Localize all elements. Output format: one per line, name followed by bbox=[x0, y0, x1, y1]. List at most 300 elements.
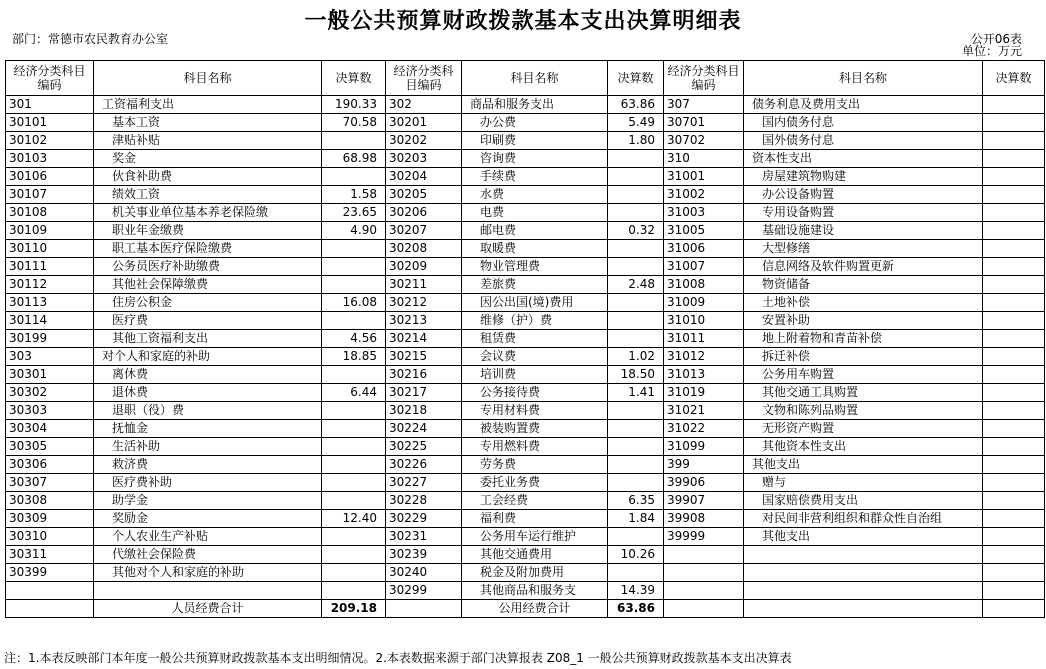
header-name: 科目名称 bbox=[462, 61, 608, 96]
name-cell: 职业年金缴费 bbox=[94, 222, 322, 240]
table-row bbox=[6, 474, 1045, 492]
amount-cell: 70.58 bbox=[322, 114, 386, 132]
code-cell: 30204 bbox=[386, 168, 462, 186]
amount-cell bbox=[983, 186, 1045, 204]
name-cell: 公务接待费 bbox=[462, 384, 608, 402]
header-amount: 决算数 bbox=[608, 61, 664, 96]
amount-cell bbox=[322, 402, 386, 420]
code-cell: 39908 bbox=[664, 510, 744, 528]
name-cell: 房屋建筑物购建 bbox=[744, 168, 983, 186]
amount-cell bbox=[983, 474, 1045, 492]
name-cell: 商品和服务支出 bbox=[462, 96, 608, 114]
name-cell: 咨询费 bbox=[462, 150, 608, 168]
totals-row bbox=[6, 600, 1045, 618]
name-cell bbox=[744, 546, 983, 564]
header-code: 经济分类科目编码 bbox=[386, 61, 462, 96]
code-cell: 30213 bbox=[386, 312, 462, 330]
table-row bbox=[6, 456, 1045, 474]
name-cell: 安置补助 bbox=[744, 312, 983, 330]
code-cell bbox=[664, 582, 744, 600]
name-cell: 其他交通费用 bbox=[462, 546, 608, 564]
page-title: 一般公共预算财政拨款基本支出决算明细表 bbox=[304, 8, 742, 34]
name-cell: 大型修缮 bbox=[744, 240, 983, 258]
amount-cell: 18.50 bbox=[608, 366, 664, 384]
name-cell: 其他支出 bbox=[744, 528, 983, 546]
table-row bbox=[6, 546, 1045, 564]
table-row bbox=[6, 312, 1045, 330]
name-cell: 土地补偿 bbox=[744, 294, 983, 312]
code-cell: 301 bbox=[6, 96, 94, 114]
name-cell: 其他社会保障缴费 bbox=[94, 276, 322, 294]
name-cell: 医疗费补助 bbox=[94, 474, 322, 492]
name-cell: 其他支出 bbox=[744, 456, 983, 474]
code-cell: 302 bbox=[386, 96, 462, 114]
amount-cell bbox=[608, 186, 664, 204]
amount-cell bbox=[608, 438, 664, 456]
amount-cell bbox=[983, 132, 1045, 150]
table-row bbox=[6, 186, 1045, 204]
code-cell: 307 bbox=[664, 96, 744, 114]
name-cell: 信息网络及软件购置更新 bbox=[744, 258, 983, 276]
amount-cell bbox=[608, 312, 664, 330]
name-cell: 会议费 bbox=[462, 348, 608, 366]
code-cell: 39907 bbox=[664, 492, 744, 510]
code-cell: 30101 bbox=[6, 114, 94, 132]
name-cell: 国家赔偿费用支出 bbox=[744, 492, 983, 510]
code-cell: 30109 bbox=[6, 222, 94, 240]
code-cell: 30307 bbox=[6, 474, 94, 492]
name-cell: 工资福利支出 bbox=[94, 96, 322, 114]
table-row bbox=[6, 240, 1045, 258]
public-total-label: 公用经费合计 bbox=[462, 600, 608, 618]
amount-cell bbox=[608, 330, 664, 348]
amount-cell bbox=[608, 402, 664, 420]
amount-cell bbox=[322, 546, 386, 564]
name-cell: 助学金 bbox=[94, 492, 322, 510]
amount-cell bbox=[983, 222, 1045, 240]
amount-cell bbox=[322, 366, 386, 384]
amount-cell bbox=[322, 438, 386, 456]
name-cell: 无形资产购置 bbox=[744, 420, 983, 438]
amount-cell bbox=[322, 582, 386, 600]
name-cell: 其他资本性支出 bbox=[744, 438, 983, 456]
code-cell: 30399 bbox=[6, 564, 94, 582]
code-cell: 31006 bbox=[664, 240, 744, 258]
name-cell: 生活补助 bbox=[94, 438, 322, 456]
name-cell: 被装购置费 bbox=[462, 420, 608, 438]
name-cell: 培训费 bbox=[462, 366, 608, 384]
amount-cell bbox=[322, 240, 386, 258]
name-cell: 奖励金 bbox=[94, 510, 322, 528]
amount-cell bbox=[983, 420, 1045, 438]
name-cell: 其他交通工具购置 bbox=[744, 384, 983, 402]
name-cell: 专用材料费 bbox=[462, 402, 608, 420]
code-cell: 30224 bbox=[386, 420, 462, 438]
amount-cell: 4.56 bbox=[322, 330, 386, 348]
name-cell: 地上附着物和青苗补偿 bbox=[744, 330, 983, 348]
name-cell: 退职（役）费 bbox=[94, 402, 322, 420]
code-cell: 31012 bbox=[664, 348, 744, 366]
department-label: 部门：常德市农民教育办公室 bbox=[12, 32, 169, 46]
amount-cell bbox=[608, 294, 664, 312]
name-cell: 奖金 bbox=[94, 150, 322, 168]
header-code: 经济分类科目编码 bbox=[6, 61, 94, 96]
name-cell: 伙食补助费 bbox=[94, 168, 322, 186]
table-header-row bbox=[6, 61, 1045, 96]
table-row bbox=[6, 150, 1045, 168]
header-name: 科目名称 bbox=[744, 61, 983, 96]
name-cell bbox=[744, 582, 983, 600]
table-row bbox=[6, 402, 1045, 420]
code-cell: 30209 bbox=[386, 258, 462, 276]
code-cell: 30214 bbox=[386, 330, 462, 348]
amount-cell: 190.33 bbox=[322, 96, 386, 114]
public-total-value: 63.86 bbox=[608, 600, 664, 618]
name-cell: 离休费 bbox=[94, 366, 322, 384]
name-cell: 救济费 bbox=[94, 456, 322, 474]
table-row bbox=[6, 420, 1045, 438]
code-cell: 31022 bbox=[664, 420, 744, 438]
amount-cell bbox=[322, 258, 386, 276]
amount-cell bbox=[608, 474, 664, 492]
amount-cell: 23.65 bbox=[322, 204, 386, 222]
name-cell: 代缴社会保险费 bbox=[94, 546, 322, 564]
code-cell: 30302 bbox=[6, 384, 94, 402]
expenditure-table bbox=[5, 60, 1044, 618]
amount-cell bbox=[983, 240, 1045, 258]
code-cell: 31007 bbox=[664, 258, 744, 276]
amount-cell bbox=[322, 132, 386, 150]
name-cell: 对民间非营利组织和群众性自治组 bbox=[744, 510, 983, 528]
amount-cell bbox=[983, 546, 1045, 564]
amount-cell bbox=[983, 204, 1045, 222]
table-row bbox=[6, 222, 1045, 240]
table-row bbox=[6, 438, 1045, 456]
name-cell: 退休费 bbox=[94, 384, 322, 402]
amount-cell: 10.26 bbox=[608, 546, 664, 564]
name-cell: 因公出国(境)费用 bbox=[462, 294, 608, 312]
name-cell: 取暖费 bbox=[462, 240, 608, 258]
table-row bbox=[6, 582, 1045, 600]
code-cell: 30226 bbox=[386, 456, 462, 474]
name-cell: 债务利息及费用支出 bbox=[744, 96, 983, 114]
code-cell: 30102 bbox=[6, 132, 94, 150]
code-cell: 30107 bbox=[6, 186, 94, 204]
name-cell: 公务用车购置 bbox=[744, 366, 983, 384]
name-cell: 国外债务付息 bbox=[744, 132, 983, 150]
table-row bbox=[6, 528, 1045, 546]
amount-cell bbox=[322, 492, 386, 510]
name-cell: 职工基本医疗保险缴费 bbox=[94, 240, 322, 258]
header-amount: 决算数 bbox=[322, 61, 386, 96]
code-cell: 30308 bbox=[6, 492, 94, 510]
table-row bbox=[6, 564, 1045, 582]
code-cell: 30212 bbox=[386, 294, 462, 312]
amount-cell: 6.35 bbox=[608, 492, 664, 510]
amount-cell bbox=[322, 456, 386, 474]
name-cell: 绩效工资 bbox=[94, 186, 322, 204]
amount-cell: 1.80 bbox=[608, 132, 664, 150]
code-cell: 30208 bbox=[386, 240, 462, 258]
table-row bbox=[6, 168, 1045, 186]
amount-cell bbox=[983, 168, 1045, 186]
name-cell: 物业管理费 bbox=[462, 258, 608, 276]
code-cell: 303 bbox=[6, 348, 94, 366]
amount-cell bbox=[322, 420, 386, 438]
amount-cell bbox=[608, 528, 664, 546]
code-cell: 31021 bbox=[664, 402, 744, 420]
code-cell: 30304 bbox=[6, 420, 94, 438]
header-amount: 决算数 bbox=[983, 61, 1045, 96]
amount-cell bbox=[983, 528, 1045, 546]
amount-cell: 68.98 bbox=[322, 150, 386, 168]
amount-cell: 4.90 bbox=[322, 222, 386, 240]
code-cell: 30217 bbox=[386, 384, 462, 402]
amount-cell bbox=[983, 114, 1045, 132]
code-cell: 30231 bbox=[386, 528, 462, 546]
name-cell: 邮电费 bbox=[462, 222, 608, 240]
code-cell: 30111 bbox=[6, 258, 94, 276]
name-cell: 租赁费 bbox=[462, 330, 608, 348]
code-cell: 31013 bbox=[664, 366, 744, 384]
code-cell: 30201 bbox=[386, 114, 462, 132]
amount-cell bbox=[608, 150, 664, 168]
name-cell: 物资储备 bbox=[744, 276, 983, 294]
table-row bbox=[6, 204, 1045, 222]
name-cell: 办公设备购置 bbox=[744, 186, 983, 204]
name-cell bbox=[94, 582, 322, 600]
amount-cell bbox=[608, 564, 664, 582]
code-cell: 31001 bbox=[664, 168, 744, 186]
amount-cell bbox=[983, 330, 1045, 348]
name-cell: 津贴补贴 bbox=[94, 132, 322, 150]
name-cell: 基本工资 bbox=[94, 114, 322, 132]
amount-cell: 1.58 bbox=[322, 186, 386, 204]
code-cell: 30303 bbox=[6, 402, 94, 420]
amount-cell: 16.08 bbox=[322, 294, 386, 312]
code-cell: 30113 bbox=[6, 294, 94, 312]
name-cell: 工会经费 bbox=[462, 492, 608, 510]
name-cell: 公务用车运行维护 bbox=[462, 528, 608, 546]
amount-cell: 18.85 bbox=[322, 348, 386, 366]
table-row bbox=[6, 384, 1045, 402]
name-cell: 文物和陈列品购置 bbox=[744, 402, 983, 420]
table-row bbox=[6, 258, 1045, 276]
code-cell: 30110 bbox=[6, 240, 94, 258]
name-cell: 资本性支出 bbox=[744, 150, 983, 168]
code-cell: 30310 bbox=[6, 528, 94, 546]
amount-cell: 1.41 bbox=[608, 384, 664, 402]
amount-cell bbox=[322, 168, 386, 186]
unit-label: 单位：万元 bbox=[961, 44, 1022, 58]
code-cell: 30305 bbox=[6, 438, 94, 456]
code-cell: 30202 bbox=[386, 132, 462, 150]
amount-cell bbox=[608, 420, 664, 438]
table-row bbox=[6, 510, 1045, 528]
amount-cell: 63.86 bbox=[608, 96, 664, 114]
personnel-total-value: 209.18 bbox=[322, 600, 386, 618]
code-cell: 31008 bbox=[664, 276, 744, 294]
code-cell: 39906 bbox=[664, 474, 744, 492]
code-cell: 39999 bbox=[664, 528, 744, 546]
amount-cell bbox=[983, 294, 1045, 312]
code-cell: 31002 bbox=[664, 186, 744, 204]
name-cell: 其他商品和服务支 bbox=[462, 582, 608, 600]
name-cell: 机关事业单位基本养老保险缴 bbox=[94, 204, 322, 222]
name-cell: 个人农业生产补贴 bbox=[94, 528, 322, 546]
code-cell: 30106 bbox=[6, 168, 94, 186]
name-cell bbox=[744, 564, 983, 582]
footnote: 注：1.本表反映部门本年度一般公共预算财政拨款基本支出明细情况。2.本表数据来源于部门决算报表 Z08_1 一般公共预算财政拨款基本支出决算表 bbox=[4, 651, 792, 665]
amount-cell: 0.32 bbox=[608, 222, 664, 240]
amount-cell bbox=[983, 510, 1045, 528]
code-cell bbox=[6, 582, 94, 600]
name-cell: 水费 bbox=[462, 186, 608, 204]
code-cell: 31003 bbox=[664, 204, 744, 222]
name-cell: 劳务费 bbox=[462, 456, 608, 474]
code-cell: 30205 bbox=[386, 186, 462, 204]
table-row bbox=[6, 114, 1045, 132]
name-cell: 公务员医疗补助缴费 bbox=[94, 258, 322, 276]
personnel-total-label: 人员经费合计 bbox=[94, 600, 322, 618]
name-cell: 住房公积金 bbox=[94, 294, 322, 312]
amount-cell: 2.48 bbox=[608, 276, 664, 294]
code-cell: 30239 bbox=[386, 546, 462, 564]
name-cell: 抚恤金 bbox=[94, 420, 322, 438]
name-cell: 维修（护）费 bbox=[462, 312, 608, 330]
table-row bbox=[6, 330, 1045, 348]
code-cell: 30207 bbox=[386, 222, 462, 240]
amount-cell: 5.49 bbox=[608, 114, 664, 132]
name-cell: 办公费 bbox=[462, 114, 608, 132]
code-cell: 30203 bbox=[386, 150, 462, 168]
amount-cell bbox=[608, 204, 664, 222]
name-cell: 基础设施建设 bbox=[744, 222, 983, 240]
code-cell: 30114 bbox=[6, 312, 94, 330]
amount-cell: 12.40 bbox=[322, 510, 386, 528]
amount-cell bbox=[983, 276, 1045, 294]
header-name: 科目名称 bbox=[94, 61, 322, 96]
name-cell: 手续费 bbox=[462, 168, 608, 186]
code-cell: 30301 bbox=[6, 366, 94, 384]
code-cell: 30701 bbox=[664, 114, 744, 132]
amount-cell bbox=[983, 312, 1045, 330]
amount-cell bbox=[983, 384, 1045, 402]
table-row bbox=[6, 366, 1045, 384]
code-cell: 30227 bbox=[386, 474, 462, 492]
code-cell: 30112 bbox=[6, 276, 94, 294]
code-cell bbox=[664, 564, 744, 582]
name-cell: 专用燃料费 bbox=[462, 438, 608, 456]
code-cell: 30215 bbox=[386, 348, 462, 366]
code-cell: 31019 bbox=[664, 384, 744, 402]
code-cell: 30311 bbox=[6, 546, 94, 564]
table-row bbox=[6, 276, 1045, 294]
code-cell: 31005 bbox=[664, 222, 744, 240]
amount-cell bbox=[983, 438, 1045, 456]
code-cell: 30240 bbox=[386, 564, 462, 582]
code-cell: 30306 bbox=[6, 456, 94, 474]
code-cell: 30309 bbox=[6, 510, 94, 528]
amount-cell: 6.44 bbox=[322, 384, 386, 402]
code-cell: 30225 bbox=[386, 438, 462, 456]
name-cell: 福利费 bbox=[462, 510, 608, 528]
amount-cell bbox=[983, 492, 1045, 510]
table-row bbox=[6, 96, 1045, 114]
amount-cell bbox=[322, 564, 386, 582]
code-cell bbox=[664, 546, 744, 564]
amount-cell bbox=[322, 276, 386, 294]
code-cell: 31099 bbox=[664, 438, 744, 456]
name-cell: 委托业务费 bbox=[462, 474, 608, 492]
amount-cell bbox=[983, 366, 1045, 384]
amount-cell: 1.02 bbox=[608, 348, 664, 366]
name-cell: 其他对个人和家庭的补助 bbox=[94, 564, 322, 582]
code-cell: 30199 bbox=[6, 330, 94, 348]
code-cell: 30229 bbox=[386, 510, 462, 528]
code-cell: 30108 bbox=[6, 204, 94, 222]
amount-cell: 1.84 bbox=[608, 510, 664, 528]
code-cell: 30211 bbox=[386, 276, 462, 294]
code-cell: 30702 bbox=[664, 132, 744, 150]
table-row bbox=[6, 348, 1045, 366]
name-cell: 赠与 bbox=[744, 474, 983, 492]
name-cell: 印刷费 bbox=[462, 132, 608, 150]
code-cell: 31011 bbox=[664, 330, 744, 348]
amount-cell bbox=[322, 474, 386, 492]
amount-cell bbox=[608, 258, 664, 276]
amount-cell bbox=[608, 240, 664, 258]
amount-cell bbox=[322, 312, 386, 330]
name-cell: 差旅费 bbox=[462, 276, 608, 294]
code-cell: 30299 bbox=[386, 582, 462, 600]
amount-cell bbox=[983, 582, 1045, 600]
code-cell: 30103 bbox=[6, 150, 94, 168]
code-cell: 30228 bbox=[386, 492, 462, 510]
amount-cell bbox=[608, 168, 664, 186]
code-cell: 31009 bbox=[664, 294, 744, 312]
name-cell: 医疗费 bbox=[94, 312, 322, 330]
name-cell: 拆迁补偿 bbox=[744, 348, 983, 366]
table-code: 公开06表 bbox=[970, 32, 1022, 46]
code-cell: 30206 bbox=[386, 204, 462, 222]
amount-cell bbox=[322, 528, 386, 546]
table-row bbox=[6, 132, 1045, 150]
table-row bbox=[6, 294, 1045, 312]
amount-cell bbox=[983, 456, 1045, 474]
table-row bbox=[6, 492, 1045, 510]
amount-cell bbox=[983, 150, 1045, 168]
name-cell: 税金及附加费用 bbox=[462, 564, 608, 582]
code-cell: 30218 bbox=[386, 402, 462, 420]
code-cell: 30216 bbox=[386, 366, 462, 384]
name-cell: 电费 bbox=[462, 204, 608, 222]
name-cell: 对个人和家庭的补助 bbox=[94, 348, 322, 366]
code-cell: 310 bbox=[664, 150, 744, 168]
name-cell: 其他工资福利支出 bbox=[94, 330, 322, 348]
amount-cell bbox=[983, 402, 1045, 420]
amount-cell bbox=[608, 456, 664, 474]
header-code: 经济分类科目编码 bbox=[664, 61, 744, 96]
code-cell: 31010 bbox=[664, 312, 744, 330]
code-cell: 399 bbox=[664, 456, 744, 474]
amount-cell bbox=[983, 348, 1045, 366]
name-cell: 专用设备购置 bbox=[744, 204, 983, 222]
name-cell: 国内债务付息 bbox=[744, 114, 983, 132]
amount-cell: 14.39 bbox=[608, 582, 664, 600]
amount-cell bbox=[983, 96, 1045, 114]
amount-cell bbox=[983, 564, 1045, 582]
